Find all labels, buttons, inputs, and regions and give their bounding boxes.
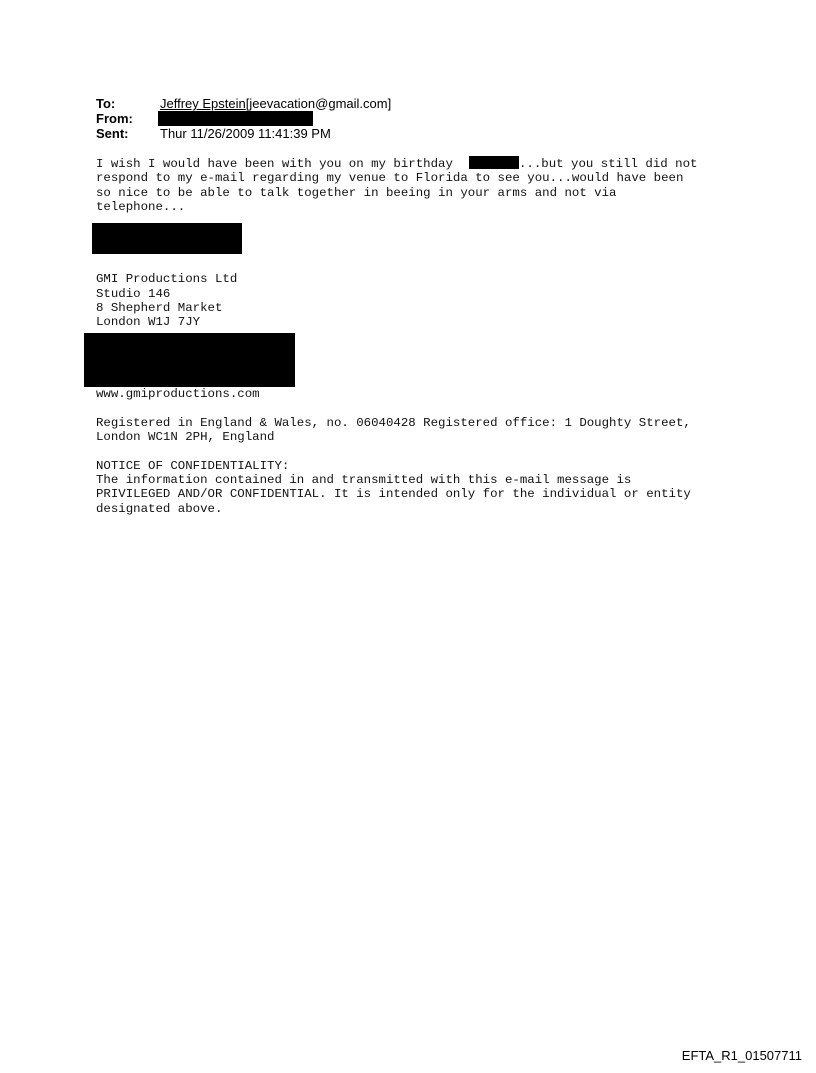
to-name: Jeffrey Epstein xyxy=(160,96,246,111)
sent-value: Thur 11/26/2009 11:41:39 PM xyxy=(160,126,331,141)
body-line-1-start: I wish I would have been with you on my birthday xyxy=(96,157,461,171)
to-label: To: xyxy=(96,96,116,111)
notice-line-2: PRIVILEGED AND/OR CONFIDENTIAL. It is intended only for the individual or entity xyxy=(96,487,691,501)
signature-website: www.gmiproductions.com xyxy=(96,387,260,401)
to-value xyxy=(160,96,391,111)
sent-label: Sent: xyxy=(96,126,129,141)
from-label: From: xyxy=(96,111,133,126)
body-line-1-end: ...but you still did not xyxy=(519,157,698,171)
to-email: [jeevacation@gmail.com] xyxy=(245,96,392,111)
notice-title: NOTICE OF CONFIDENTIALITY: xyxy=(96,459,290,473)
redaction-birthday xyxy=(469,156,519,169)
signature-city: London W1J 7JY xyxy=(96,315,201,329)
registration-line-1: Registered in England & Wales, no. 06040428 Registered office: 1 Doughty Street, xyxy=(96,416,691,430)
header-to-row xyxy=(96,96,391,111)
signature-studio: Studio 146 xyxy=(96,287,171,301)
redaction-signature-name xyxy=(92,223,242,254)
body-line-1 xyxy=(96,157,698,172)
notice-line-1: The information contained in and transmitted with this e-mail message is xyxy=(96,473,632,487)
body-line-4: telephone... xyxy=(96,200,186,214)
body-line-3: so nice to be able to talk together in beeing in your arms and not via xyxy=(96,186,617,200)
registration-line-2: London WC1N 2PH, England xyxy=(96,430,275,444)
redaction-contact-block xyxy=(84,333,295,387)
header-sent-row xyxy=(96,126,331,141)
signature-company: GMI Productions Ltd xyxy=(96,272,238,286)
notice-line-3: designated above. xyxy=(96,502,223,516)
body-line-2: respond to my e-mail regarding my venue to Florida to see you...would have been xyxy=(96,171,684,185)
header-from-row xyxy=(96,111,160,126)
redaction-from xyxy=(158,111,313,126)
document-id: EFTA_R1_01507711 xyxy=(681,1048,802,1063)
signature-street: 8 Shepherd Market xyxy=(96,301,223,315)
